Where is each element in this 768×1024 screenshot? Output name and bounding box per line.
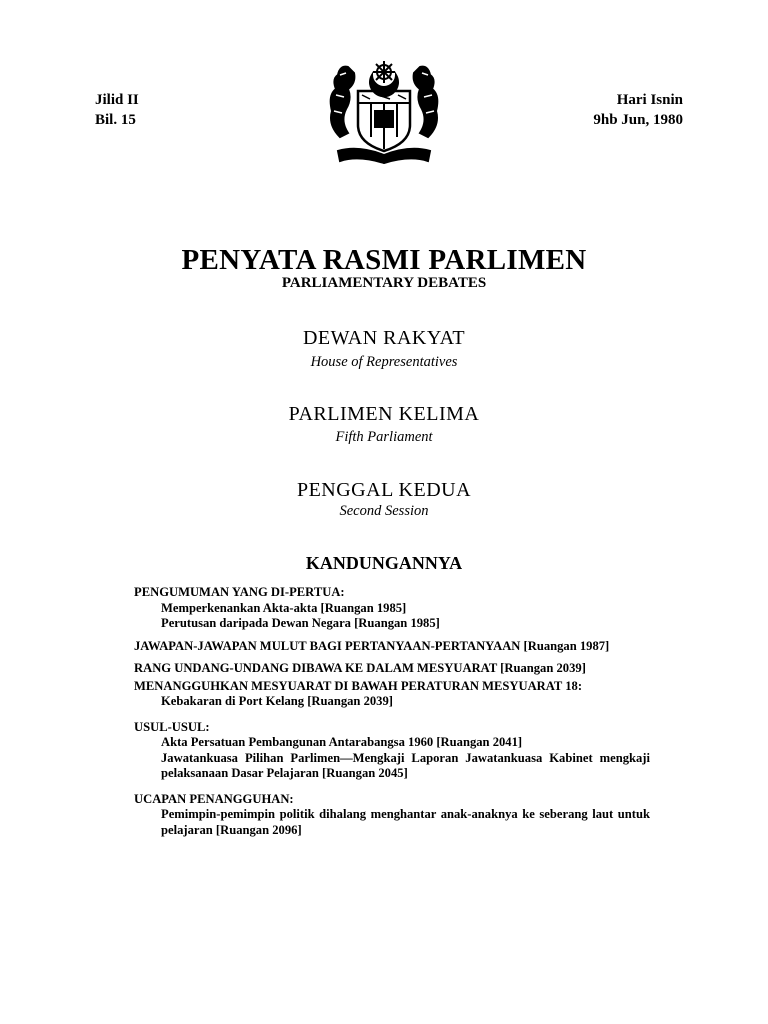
house-name-english: House of Representatives bbox=[310, 354, 458, 370]
toc-section-title: PENGUMUMAN YANG DI-PERTUA: bbox=[134, 585, 345, 599]
toc-section-title: MENANGGUHKAN MESYUARAT DI BAWAH PERATURAN MESYUARAT 18: bbox=[134, 678, 583, 693]
toc-section bbox=[134, 720, 650, 782]
coat-of-arms-icon bbox=[318, 55, 450, 165]
parliament-name-english: Fifth Parliament bbox=[335, 429, 433, 445]
toc-section-title: RANG UNDANG-UNDANG DIBAWA KE DALAM MESYUARAT [Ruangan 2039] bbox=[134, 661, 586, 675]
toc-section bbox=[134, 679, 650, 710]
page-title: PENYATA RASMI PARLIMEN bbox=[181, 244, 587, 276]
issue-number: Bil. 15 bbox=[95, 112, 136, 128]
toc-section bbox=[134, 585, 650, 632]
toc-item: Jawatankuasa Pilihan Parlimen—Mengkaji Laporan Jawatankuasa Kabinet mengkaji pelaksanaan Dasar Pelajaran [Ruangan 2045] bbox=[161, 750, 650, 780]
date-label: 9hb Jun, 1980 bbox=[593, 112, 683, 128]
table-of-contents bbox=[134, 585, 650, 838]
page-subtitle: PARLIAMENTARY DEBATES bbox=[281, 275, 487, 291]
toc-section bbox=[134, 661, 650, 677]
parliament-name: PARLIMEN KELIMA bbox=[288, 403, 480, 425]
contents-heading: KANDUNGANNYA bbox=[305, 553, 463, 573]
toc-item: Kebakaran di Port Kelang [Ruangan 2039] bbox=[161, 694, 393, 708]
toc-section-title: USUL-USUL: bbox=[134, 719, 210, 734]
toc-item: Memperkenankan Akta-akta [Ruangan 1985] bbox=[161, 600, 407, 615]
toc-item: Akta Persatuan Pembangunan Antarabangsa 1960 [Ruangan 2041] bbox=[161, 735, 523, 749]
session-name-english: Second Session bbox=[339, 503, 429, 519]
toc-section-title: JAWAPAN-JAWAPAN MULUT BAGI PERTANYAAN-PERTANYAAN [Ruangan 1987] bbox=[134, 638, 610, 653]
house-name: DEWAN RAKYAT bbox=[302, 327, 466, 349]
toc-section-title: UCAPAN PENANGGUHAN: bbox=[134, 791, 294, 806]
volume-label: Jilid II bbox=[95, 92, 139, 108]
day-label: Hari Isnin bbox=[616, 92, 683, 108]
toc-item: Perutusan daripada Dewan Negara [Ruangan 1985] bbox=[161, 616, 440, 630]
date-info bbox=[593, 90, 683, 130]
volume-info bbox=[95, 90, 139, 130]
toc-section bbox=[134, 639, 650, 655]
session-name: PENGGAL KEDUA bbox=[296, 479, 472, 501]
toc-item: Pemimpin-pemimpin politik dihalang menghantar anak-anaknya ke seberang laut untuk pelajaran [Ruangan 2096] bbox=[161, 807, 650, 837]
toc-section bbox=[134, 792, 650, 839]
